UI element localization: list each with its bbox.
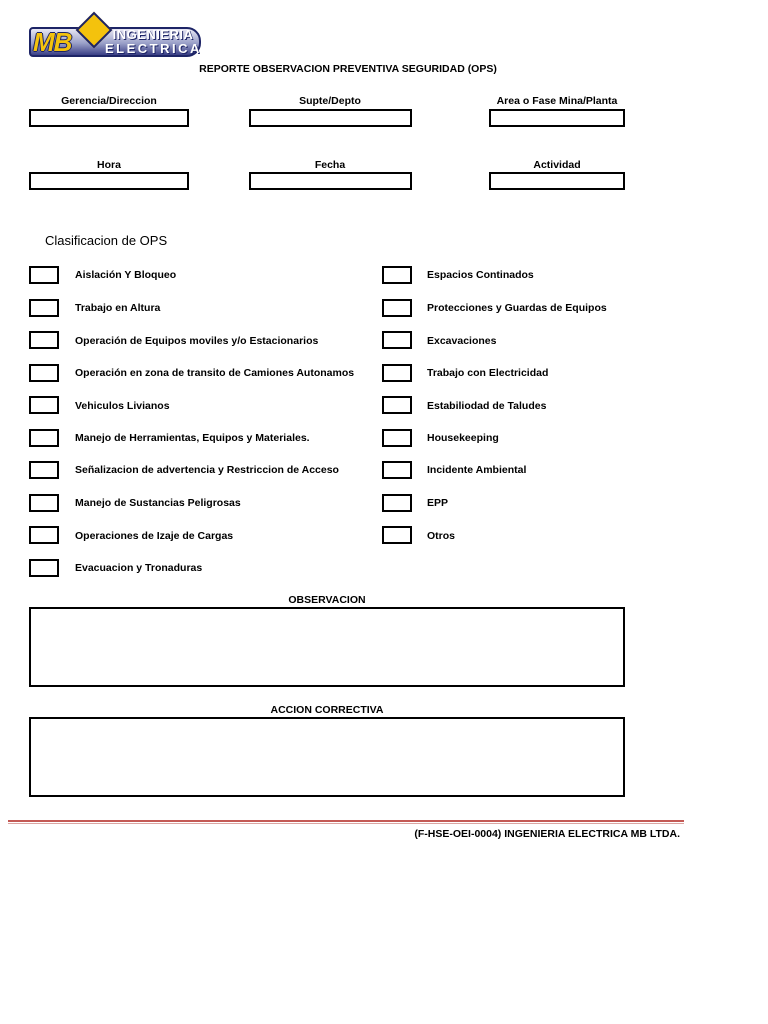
- option-label: Incidente Ambiental: [427, 464, 527, 476]
- checkbox-izaje-cargas[interactable]: [29, 526, 59, 544]
- accion-correctiva-label: ACCION CORRECTIVA: [270, 704, 384, 716]
- checkbox-trabajo-altura[interactable]: [29, 299, 59, 317]
- hora-label: Hora: [97, 159, 121, 171]
- option-label: EPP: [427, 497, 449, 509]
- option-label: Otros: [427, 530, 456, 542]
- fecha-field[interactable]: [249, 172, 412, 190]
- logo-line2: ELECTRICA: [105, 41, 202, 56]
- option-label: Protecciones y Guardas de Equipos: [427, 302, 607, 314]
- checkbox-incidente-ambiental[interactable]: [382, 461, 412, 479]
- option-label: Señalizacion de advertencia y Restriccion de Acceso: [75, 464, 339, 476]
- option-label: Estabiliodad de Taludes: [427, 400, 547, 412]
- option-label: Vehiculos Livianos: [75, 400, 170, 412]
- option-label: Evacuacion y Tronaduras: [75, 562, 203, 574]
- supte-label: Supte/Depto: [299, 95, 361, 107]
- area-field[interactable]: [489, 109, 625, 127]
- option-label: Operaciones de Izaje de Cargas: [75, 530, 234, 542]
- gerencia-field[interactable]: [29, 109, 189, 127]
- company-logo: [29, 17, 205, 63]
- option-label: Espacios Continados: [427, 269, 534, 281]
- option-label: Operación en zona de transito de Camiones Autonamos: [75, 367, 355, 379]
- hora-field[interactable]: [29, 172, 189, 190]
- checkbox-taludes[interactable]: [382, 396, 412, 414]
- checkbox-espacios-confinados[interactable]: [382, 266, 412, 284]
- checkbox-herramientas[interactable]: [29, 429, 59, 447]
- checkbox-otros[interactable]: [382, 526, 412, 544]
- observacion-label: OBSERVACION: [288, 594, 366, 606]
- area-label: Area o Fase Mina/Planta: [496, 95, 618, 107]
- option-label: Trabajo con Electricidad: [427, 367, 549, 379]
- checkbox-excavaciones[interactable]: [382, 331, 412, 349]
- accion-correctiva-textarea[interactable]: [29, 717, 625, 797]
- checkbox-evacuacion[interactable]: [29, 559, 59, 577]
- option-label: Trabajo en Altura: [75, 302, 161, 314]
- logo-mark: MB: [33, 27, 72, 57]
- footer-rule: [8, 820, 684, 822]
- section-title: Clasificacion de OPS: [45, 233, 168, 248]
- option-label: Manejo de Herramientas, Equipos y Materiales.: [75, 432, 310, 444]
- checkbox-aislacion[interactable]: [29, 266, 59, 284]
- checkbox-sustancias-peligrosas[interactable]: [29, 494, 59, 512]
- checkbox-senalizacion[interactable]: [29, 461, 59, 479]
- form-title: REPORTE OBSERVACION PREVENTIVA SEGURIDAD (OPS): [199, 63, 497, 75]
- observacion-textarea[interactable]: [29, 607, 625, 687]
- supte-field[interactable]: [249, 109, 412, 127]
- form-code-footer: (F-HSE-OEI-0004) INGENIERIA ELECTRICA MB LTDA.: [414, 828, 680, 840]
- actividad-label: Actividad: [533, 159, 581, 171]
- checkbox-electricidad[interactable]: [382, 364, 412, 382]
- checkbox-camiones-autonomos[interactable]: [29, 364, 59, 382]
- checkbox-vehiculos-livianos[interactable]: [29, 396, 59, 414]
- checkbox-equipos-moviles[interactable]: [29, 331, 59, 349]
- checkbox-epp[interactable]: [382, 494, 412, 512]
- option-label: Operación de Equipos moviles y/o Estacionarios: [75, 335, 319, 347]
- option-label: Aislación Y Bloqueo: [75, 269, 177, 281]
- option-label: Excavaciones: [427, 335, 497, 347]
- footer-rule-shadow: [8, 823, 684, 824]
- gerencia-label: Gerencia/Direccion: [61, 95, 157, 107]
- actividad-field[interactable]: [489, 172, 625, 190]
- logo-line1: INGENIERIA: [112, 27, 194, 42]
- fecha-label: Fecha: [314, 159, 346, 171]
- option-label: Manejo de Sustancias Peligrosas: [75, 497, 241, 509]
- checkbox-protecciones-guardas[interactable]: [382, 299, 412, 317]
- option-label: Housekeeping: [427, 432, 499, 444]
- checkbox-housekeeping[interactable]: [382, 429, 412, 447]
